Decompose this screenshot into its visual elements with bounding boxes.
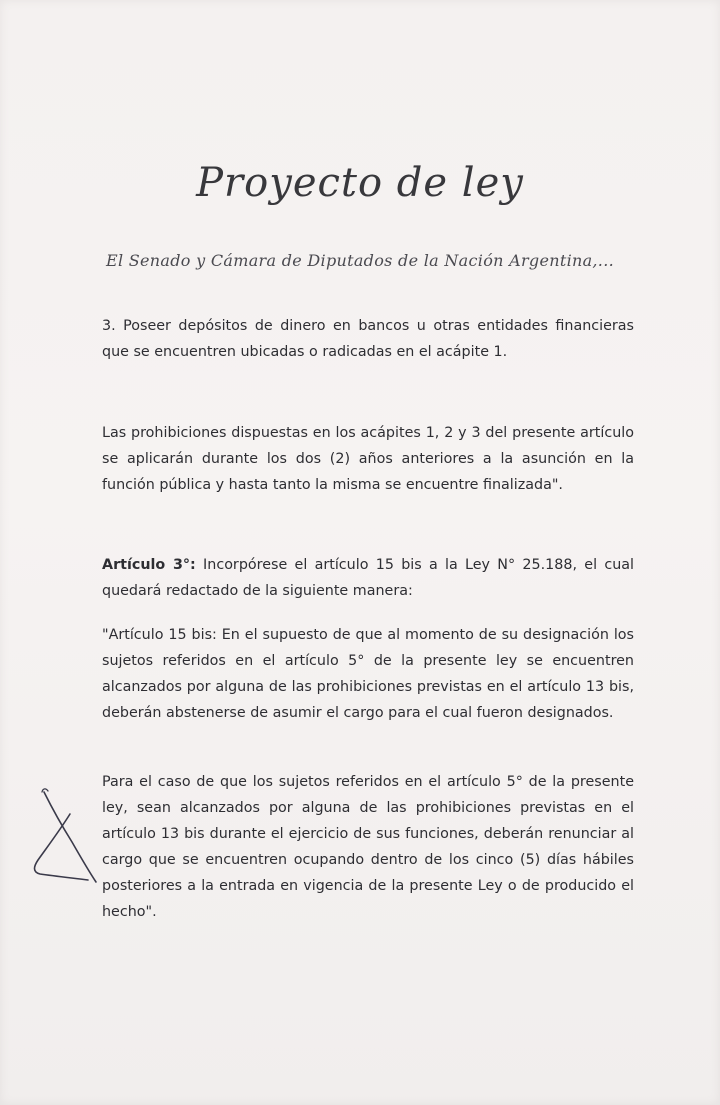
paragraph-item-3: 3. Poseer depósitos de dinero en bancos u otras entidades financieras que se encuentren ubicadas o radicadas en el acápite 1. — [102, 318, 634, 360]
article-3-text: Incorpórese el artículo 15 bis a la Ley N° 25.188, el cual quedará redactado de la siguiente manera: — [102, 557, 634, 599]
document-title: Proyecto de ley — [196, 160, 524, 206]
handwritten-signature-mark — [16, 778, 106, 888]
paragraph-article-15-bis: "Artículo 15 bis: En el supuesto de que al momento de su designación los sujetos referidos en el artículo 5° de la presente ley se encuentren alcanzados por alguna de las prohibiciones previstas en el artículo 13 bis, deberán abstenerse de asumir el cargo para el cual fueron designados. — [102, 627, 634, 721]
article-3-label: Artículo 3°: — [102, 557, 196, 573]
document-subtitle: El Senado y Cámara de Diputados de la Nación Argentina,... — [106, 251, 614, 270]
paragraph-prohibitions: Las prohibiciones dispuestas en los acápites 1, 2 y 3 del presente artículo se aplicarán durante los dos (2) años anteriores a la asunción en la función pública y hasta tanto la misma se encuentre finalizada". — [102, 425, 634, 493]
paragraph-article-3 — [102, 552, 634, 604]
paragraph-renunciation: Para el caso de que los sujetos referidos en el artículo 5° de la presente ley, sean alcanzados por alguna de las prohibiciones previstas en el artículo 13 bis durante el ejercicio de sus funciones, deberán renunciar al cargo que se encuentren ocupando dentro de los cinco (5) días hábiles posteriores a la entrada en vigencia de la presente Ley o de producido el hecho". — [102, 774, 634, 920]
